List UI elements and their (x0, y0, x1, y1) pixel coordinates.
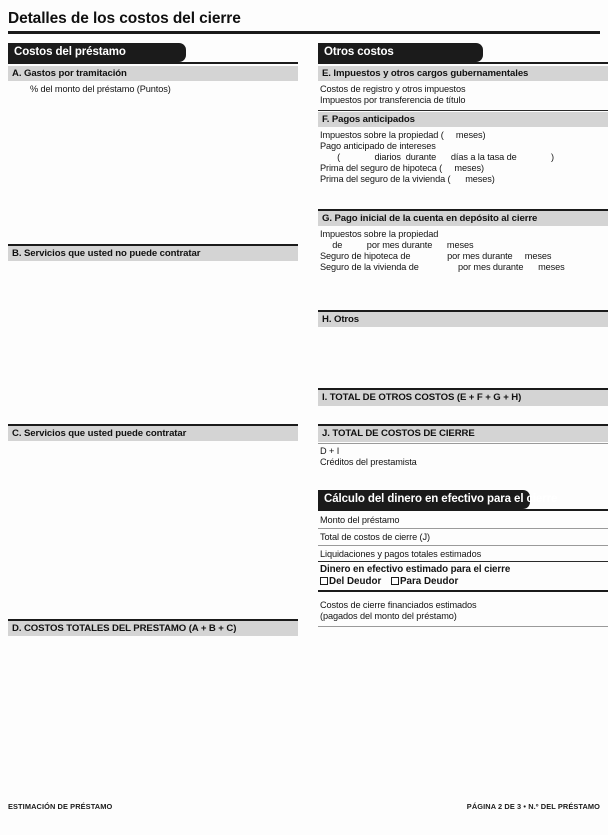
tab-cash-to-close: Cálculo del dinero en efectivo para el cierre (318, 490, 530, 509)
section-g-line-3: Seguro de la vivienda de por mes durante meses (320, 262, 565, 272)
tab-loan-costs-underline (8, 62, 298, 64)
cash-to-close-checkbox-group (320, 576, 458, 587)
financed-costs-note-line-2: (pagados del monto del préstamo) (320, 611, 457, 621)
checkbox-del-deudor-label: Del Deudor (329, 576, 382, 587)
financed-costs-note-line-1: Costos de cierre financiados estimados (320, 600, 477, 610)
financed-costs-bottom-rule (318, 626, 608, 627)
section-f-line-1: Pago anticipado de intereses (320, 141, 436, 151)
section-f-line-4: Prima del seguro de la vivienda ( meses) (320, 174, 495, 184)
checkbox-para-deudor-label: Para Deudor (400, 576, 459, 587)
section-j-line-1: Créditos del prestamista (320, 457, 417, 467)
section-f-line-3: Prima del seguro de hipoteca ( meses) (320, 163, 484, 173)
section-f-line-0: Impuestos sobre la propiedad ( meses) (320, 130, 486, 140)
tab-cash-to-close-underline (318, 509, 608, 511)
section-e-line-1: Impuestos por transferencia de título (320, 95, 466, 105)
section-g-line-2: Seguro de hipoteca de por mes durante meses (320, 251, 552, 261)
section-band-c: C. Servicios que usted puede contratar (8, 426, 298, 441)
tab-other-costs-underline (318, 62, 608, 64)
checkbox-del-deudor[interactable] (320, 576, 384, 587)
section-band-b: B. Servicios que usted no puede contratar (8, 246, 298, 261)
checkbox-del-deudor-box[interactable] (320, 577, 328, 585)
page-title: Detalles de los costos del cierre (8, 10, 241, 27)
cash-row-1-divider (318, 545, 608, 546)
section-band-d: D. COSTOS TOTALES DEL PRESTAMO (A + B + C) (8, 621, 298, 636)
section-j-line-0: D + I (320, 446, 340, 456)
cash-row-2-label: Liquidaciones y pagos totales estimados (320, 549, 482, 559)
rule-above-section-f (318, 110, 608, 111)
footer-left-text: ESTIMACIÓN DE PRÉSTAMO (8, 802, 113, 811)
section-band-a: A. Gastos por tramitación (8, 66, 298, 81)
tab-other-costs: Otros costos (318, 43, 483, 62)
section-band-f: F. Pagos anticipados (318, 112, 608, 127)
tab-loan-costs: Costos del préstamo (8, 43, 186, 62)
section-band-h: H. Otros (318, 312, 608, 327)
title-divider (8, 31, 600, 34)
checkbox-para-deudor-box[interactable] (391, 577, 399, 585)
cash-total-label: Dinero en efectivo estimado para el cierre (320, 564, 511, 575)
section-a-line-0: % del monto del préstamo (Puntos) (30, 84, 171, 94)
section-g-line-0: Impuestos sobre la propiedad (320, 229, 439, 239)
footer-right-text: PÁGINA 2 DE 3 • N.º DEL PRÉSTAMO (466, 802, 600, 811)
section-band-g: G. Pago inicial de la cuenta en depósito al cierre (318, 211, 608, 226)
cash-total-bottom-rule (318, 590, 608, 592)
rule-under-band-j (318, 443, 608, 444)
section-band-j: J. TOTAL DE COSTOS DE CIERRE (318, 426, 608, 442)
section-e-line-0: Costos de registro y otros impuestos (320, 84, 466, 94)
cash-row-1-label: Total de costos de cierre (J) (320, 532, 430, 542)
checkbox-para-deudor[interactable] (391, 576, 458, 587)
cash-row-0-divider (318, 528, 608, 529)
cash-row-0-label: Monto del préstamo (320, 515, 400, 525)
section-band-e: E. Impuestos y otros cargos gubernamentales (318, 66, 608, 81)
section-f-line-2: ( diarios durante días a la tasa de ) (320, 152, 554, 162)
section-band-i: I. TOTAL DE OTROS COSTOS (E + F + G + H) (318, 390, 608, 406)
cash-row-2-divider (318, 561, 608, 562)
section-g-line-1: de por mes durante meses (320, 240, 474, 250)
